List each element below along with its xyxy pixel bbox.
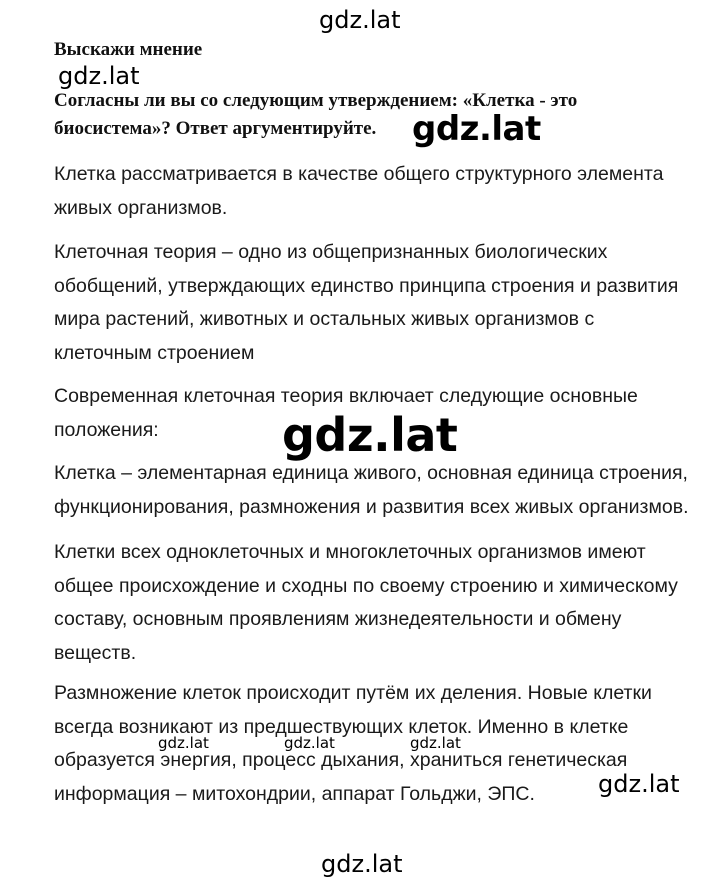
paragraph-line: составу, основным проявлениям жизнедеятельности и обмену: [54, 608, 622, 630]
paragraph-5: [54, 536, 704, 670]
paragraph-line: Клетки всех одноклеточных и многоклеточных организмов имеют: [54, 541, 646, 563]
paragraph-line: Современная клеточная теория включает следующие основные: [54, 385, 638, 407]
watermark-small-1: gdz.lat: [158, 734, 209, 752]
watermark-small-3: gdz.lat: [410, 734, 461, 752]
paragraph-line: функционирования, размножения и развития всех живых организмов.: [54, 495, 689, 518]
paragraph-line: клеточным строением: [54, 341, 255, 364]
paragraph-line: Клетка – элементарная единица живого, основная единица строения,: [54, 462, 688, 484]
watermark-center: gdz.lat: [282, 408, 458, 462]
watermark-top: gdz.lat: [319, 6, 401, 34]
paragraph-4: [54, 457, 704, 524]
watermark-question: gdz.lat: [412, 109, 541, 149]
paragraph-line: положения:: [54, 418, 159, 441]
paragraph-line: мира растений, животных и остальных живых организмов с: [54, 308, 595, 330]
paragraph-line: Клеточная теория – одно из общепризнанных биологических: [54, 241, 608, 263]
watermark-left: gdz.lat: [58, 62, 140, 90]
watermark-right: gdz.lat: [598, 770, 680, 798]
paragraph-2: [54, 236, 704, 370]
question-line-2: биосистема»? Ответ аргументируйте.: [54, 118, 377, 139]
paragraph-line: общее происхождение и сходны по своему строению и химическому: [54, 574, 678, 597]
paragraph-line: обобщений, утверждающих единство принципа строения и развития: [54, 274, 679, 297]
question-line-1: Согласны ли вы со следующим утверждением: «Клетка - это: [54, 90, 578, 111]
paragraph-line: Размножение клеток происходит путём их деления. Новые клетки: [54, 682, 652, 704]
paragraph-line: информация – митохондрии, аппарат Гольджи, ЭПС.: [54, 782, 535, 805]
watermark-bottom: gdz.lat: [321, 850, 403, 878]
paragraph-line: веществ.: [54, 641, 137, 664]
paragraph-line: всегда возникают из предшествующих клеток. Именно в клетке: [54, 715, 629, 738]
paragraph-line: живых организмов.: [54, 196, 228, 219]
paragraph-line: Клетка рассматривается в качестве общего структурного элемента: [54, 163, 664, 185]
watermark-small-2: gdz.lat: [284, 734, 335, 752]
paragraph-1: [54, 158, 704, 225]
section-title: Выскажи мнение: [54, 39, 203, 60]
paragraph-line: образуется энергия, процесс дыхания, храниться генетическая: [54, 749, 628, 771]
